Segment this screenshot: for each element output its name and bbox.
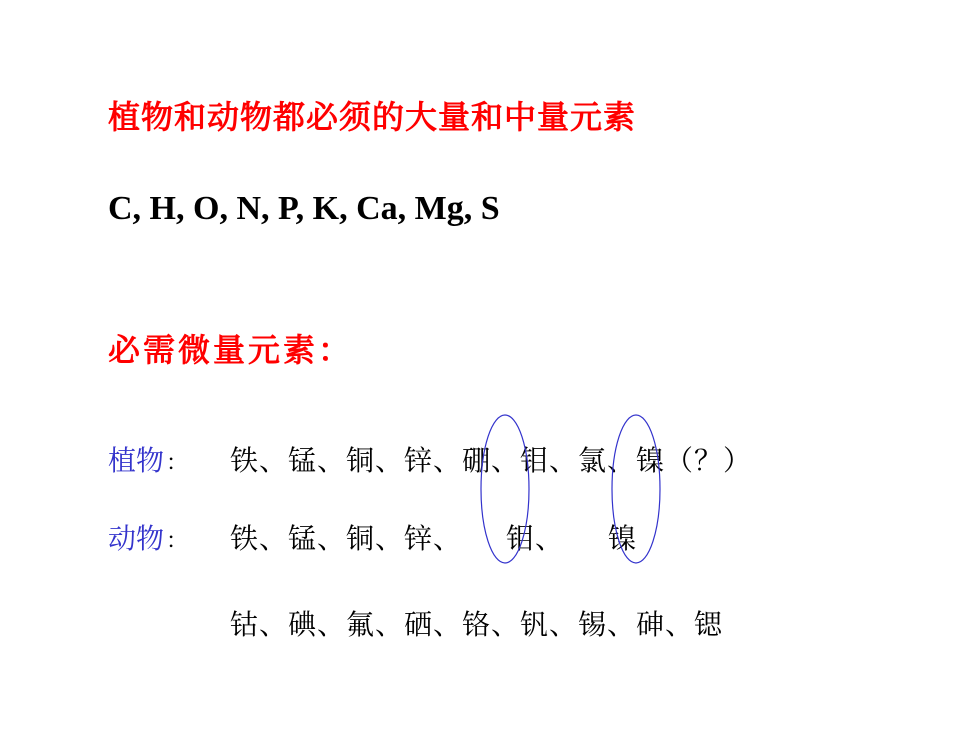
plant-micro-elements: 铁、锰、铜、锌、硼、钼、氯、镍（？） — [230, 444, 753, 477]
animal-label — [108, 519, 188, 562]
micro-elements-heading: 必需微量元素： — [108, 331, 354, 369]
plant-label-colon: ： — [166, 451, 189, 476]
animal-label-colon: ： — [166, 529, 189, 554]
macro-elements-list: C, H, O, N, P, K, Ca, Mg, S — [108, 190, 500, 227]
macro-elements-heading: 植物和动物都必须的大量和中量元素 — [108, 98, 637, 136]
plant-label-text: 植物 — [108, 444, 165, 477]
animal-micro-elements: 铁、锰、铜、锌、 钼、 镍 — [230, 522, 638, 555]
plant-label — [108, 441, 188, 484]
extra-animal-micro-elements: 钴、碘、氟、硒、铬、钒、锡、砷、锶 — [230, 608, 724, 641]
animal-label-text: 动物 — [108, 522, 165, 555]
